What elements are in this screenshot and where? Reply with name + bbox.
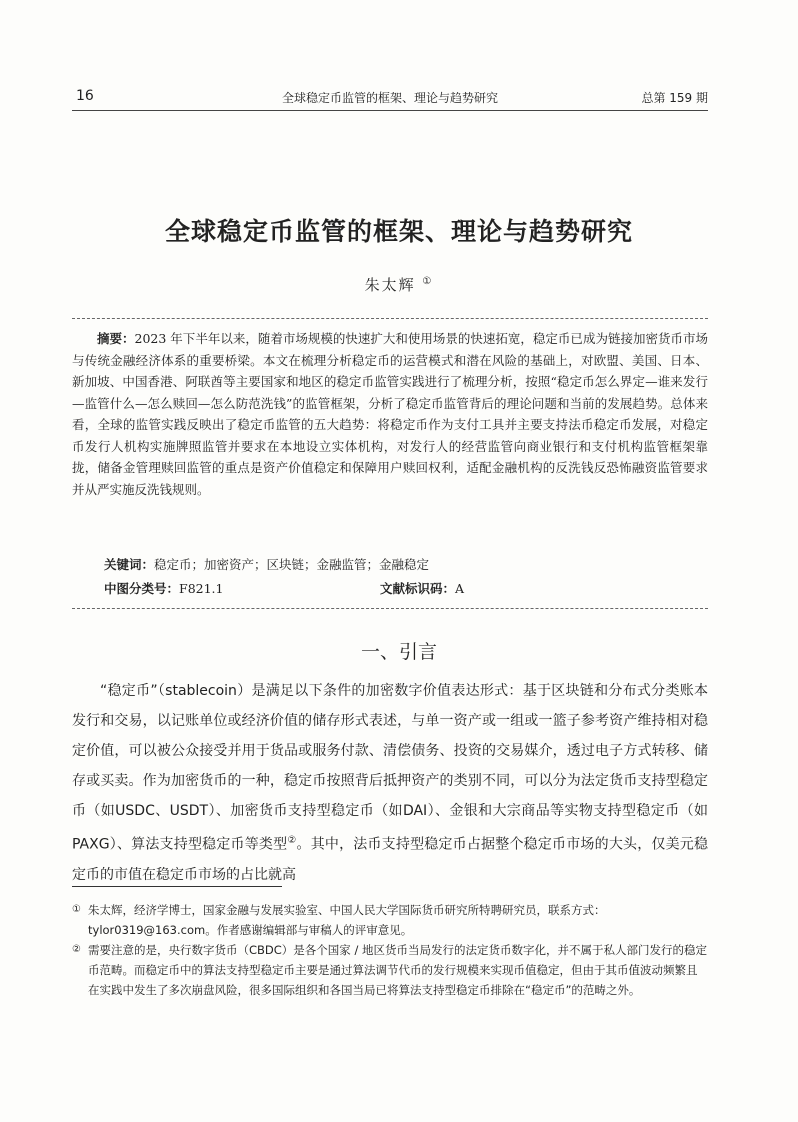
- footnote-ref-2[interactable]: ②: [287, 835, 297, 846]
- body-text-tail: 。其中，法币支持型稳定币占据整个稳定币市场的大头，仅美元稳定币的市值在稳定币市场的占比就高: [72, 836, 709, 883]
- doc-code-label: 文献标识码：: [380, 581, 456, 596]
- footnote-rule: [72, 886, 282, 887]
- abstract-label: 摘要：: [97, 331, 135, 346]
- running-header: [72, 88, 708, 111]
- footnote-text: 朱太辉，经济学博士，国家金融与发展实验室、中国人民大学国际货币研究所特聘研究员，联系方式：tylor0319@163.com。作者感谢编辑部与审稿人的评审意见。: [88, 903, 606, 937]
- classification-line: [104, 579, 223, 597]
- section-heading: 一、引言: [360, 641, 437, 663]
- clc-label: 中图分类号：: [104, 581, 180, 596]
- footnote-1: [72, 900, 708, 940]
- keywords: [104, 555, 429, 573]
- keywords-label: 关键词：: [104, 557, 155, 572]
- footnote-2: [72, 940, 708, 1000]
- author-footnote-mark[interactable]: ①: [422, 276, 434, 287]
- body-paragraph: [72, 676, 708, 890]
- doc-code-value: A: [455, 581, 465, 596]
- abstract: [72, 328, 708, 500]
- author-name: 朱太辉: [364, 276, 416, 294]
- issue-number: 总第 159 期: [641, 91, 708, 105]
- body-text: “稳定币”（stablecoin）是满足以下条件的加密数字价值表达形式：基于区块链和分布式分类账本发行和交易，以记账单位或经济价值的储存形式表述，与单一资产或一组或一篮子参考资产维持相对稳定价值，可以被公众接受并用于货品或服务付款、清偿债务、投资的交易媒介，透过电子方式转移、储存或买卖。作为加密货币的一种，稳定币按照背后抵押资产的类别不同，可以分为法定货币支持型稳定币（如USDC、USDT）、加密货币支持型稳定币（如DAI）、金银和大宗商品等实物支持型稳定币（如PAXG）、算法支持型稳定币等类型: [72, 683, 708, 853]
- doc-code-line: [380, 579, 464, 597]
- keywords-text: 稳定币；加密资产；区块链；金融监管；金融稳定: [154, 557, 430, 572]
- abstract-bottom-rule: [72, 608, 708, 609]
- abstract-top-rule: [72, 318, 708, 319]
- page-number: 16: [76, 88, 94, 104]
- clc-value: F821.1: [179, 581, 224, 596]
- footnote-mark: ②: [72, 944, 81, 955]
- article-title: 全球稳定币监管的框架、理论与趋势研究: [164, 217, 633, 246]
- running-title: 全球稳定币监管的框架、理论与趋势研究: [281, 91, 498, 105]
- abstract-text: 2023 年下半年以来，随着市场规模的快速扩大和使用场景的快速拓宽，稳定币已成为链接加密货币市场与传统金融经济体系的重要桥梁。本文在梳理分析稳定币的运营模式和潜在风险的基础上，对欧盟、美国、日本、新加坡、中国香港、阿联酋等主要国家和地区的稳定币监管实践进行了梳理分析，按照“稳定币怎么界定—谁来发行—监管什么—怎么赎回—怎么防范洗钱”的监管框架，分析了稳定币监管背后的理论问题和当前的发展趋势。总体来看，全球的监管实践反映出了稳定币监管的五大趋势：将稳定币作为支付工具并主要支持法币稳定币发展，对稳定币发行人机构实施牌照监管并要求在本地设立实体机构，对发行人的经营监管向商业银行和支付机构监管框架靠拢，储备金管理赎回监管的重点是资产价值稳定和保障用户赎回权利，适配金融机构的反洗钱反恐怖融资监管要求并从严实施反洗钱规则。: [72, 331, 708, 497]
- footnote-text: 需要注意的是，央行数字货币（CBDC）是各个国家 / 地区货币当局发行的法定货币数字化，并不属于私人部门发行的稳定币范畴。而稳定币中的算法支持型稳定币主要是通过算法调节代币的发行规模来实现币值稳定，但由于其币值波动频繁且在实践中发生了多次崩盘风险，很多国际组织和各国当局已将算法支持型稳定币排除在“稳定币”的范畴之外。: [88, 943, 707, 997]
- author-line: [0, 274, 798, 295]
- footnote-mark: ①: [72, 904, 81, 915]
